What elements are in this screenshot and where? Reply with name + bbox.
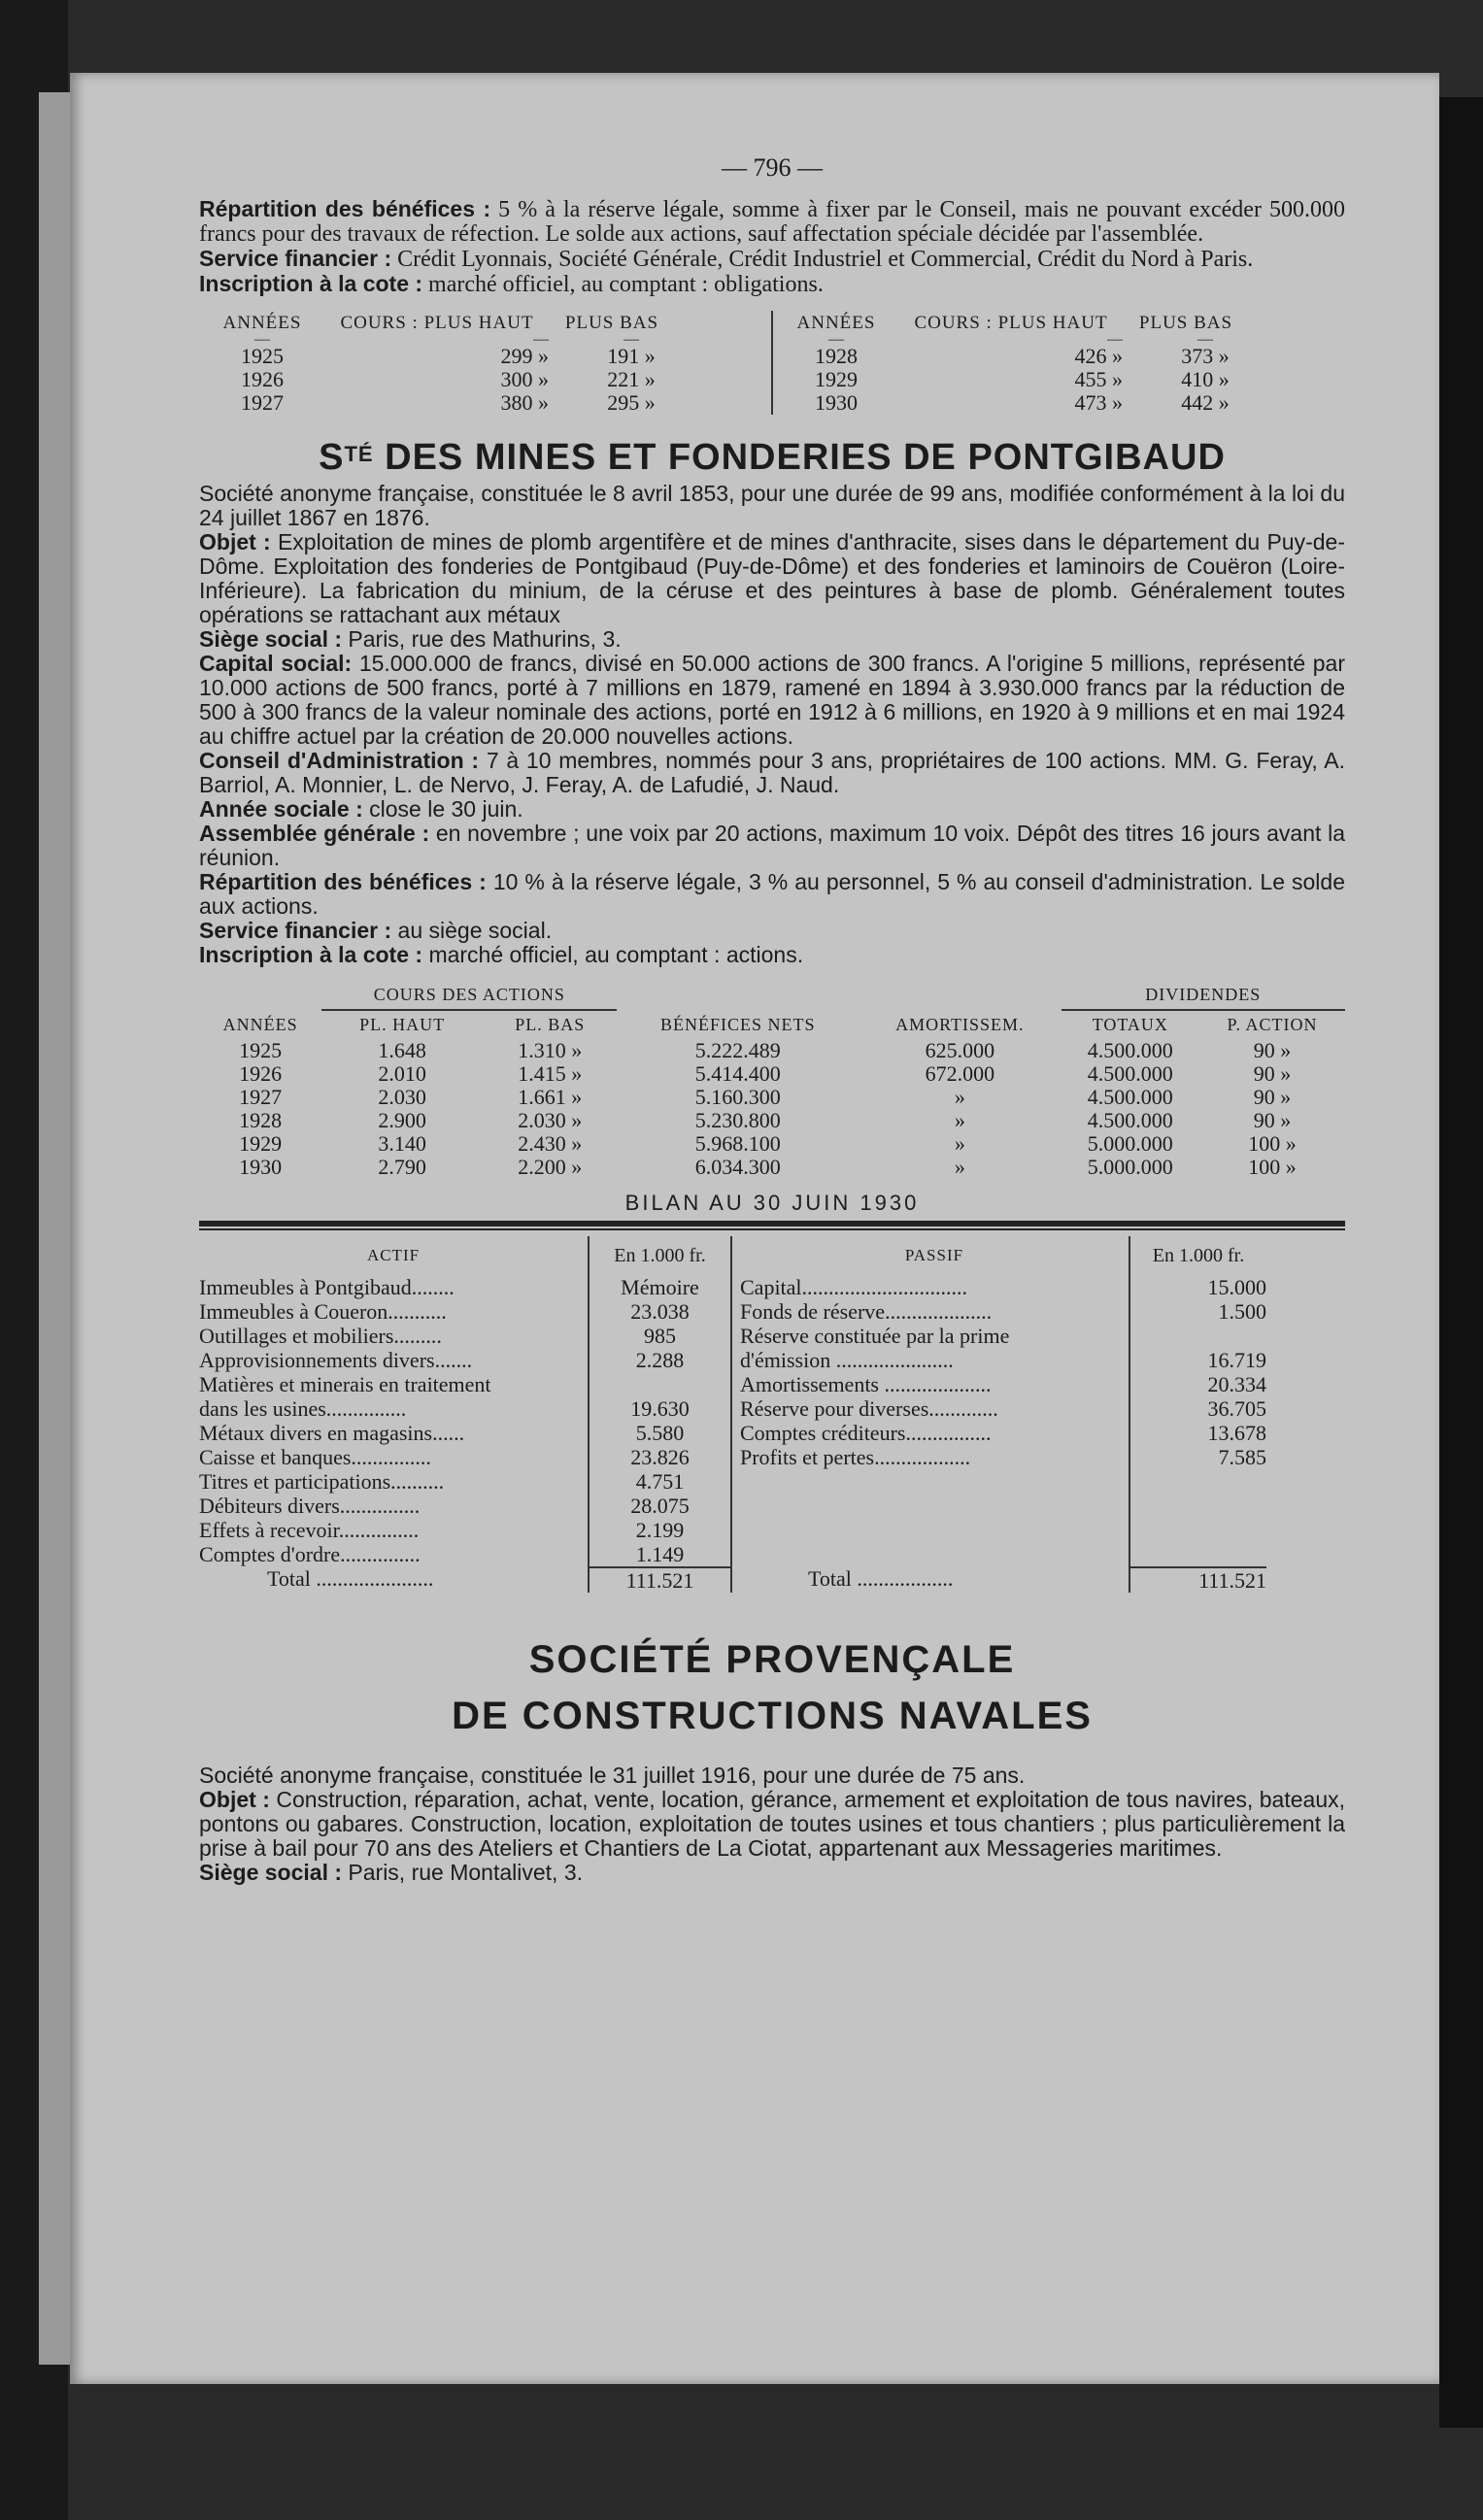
text-repartition: 5 % à la réserve légale, somme à fixer par le Conseil, mais ne pouvant excéder 500.000 francs pour des travaux de réfection. Le solde aux actions, sauf affectation spéciale décidée par l'assemblée. bbox=[199, 197, 1345, 247]
passif-labels bbox=[732, 1236, 1129, 1593]
actif-header: ACTIF bbox=[366, 1246, 421, 1264]
list-item: Titres et participations.......... bbox=[199, 1469, 445, 1494]
list-item: Capital............................... bbox=[740, 1275, 968, 1299]
bilan-rule bbox=[199, 1221, 1345, 1230]
label-inscription: Inscription à la cote : bbox=[199, 271, 423, 296]
list-item: Débiteurs divers............... bbox=[199, 1494, 421, 1518]
header-benefices: BÉNÉFICES NETS bbox=[660, 1015, 816, 1034]
table-row: 1925 299 » 191 » bbox=[241, 344, 656, 368]
header-cours-haut: COURS : PLUS HAUT bbox=[340, 313, 534, 333]
actif-values: En 1.000 fr. Mémoire 23.038 985 2.288 19.630 5.580 23.826 4.751 28.075 2.199 1.149 111.521 bbox=[588, 1236, 732, 1593]
table-row: 1928 426 » 373 » bbox=[815, 344, 1230, 368]
table-row: 1930 473 » 442 » bbox=[815, 390, 1230, 415]
list-item: Immeubles à Pontgibaud........ bbox=[199, 1275, 455, 1299]
paragraph-repartition bbox=[199, 197, 1345, 247]
header-pl-haut: PL. HAUT bbox=[359, 1015, 446, 1034]
header-annees: ANNÉES bbox=[222, 313, 302, 333]
total-actif-label: Total ...................... bbox=[267, 1566, 434, 1591]
header-p-action: P. ACTION bbox=[1227, 1015, 1318, 1034]
header-cours-haut: COURS : PLUS HAUT bbox=[914, 313, 1108, 333]
total-actif-value: 111.521 bbox=[590, 1566, 730, 1593]
list-item: Métaux divers en magasins...... bbox=[199, 1421, 465, 1445]
actif-labels bbox=[199, 1236, 588, 1593]
passif-unit: En 1.000 fr. bbox=[1152, 1245, 1245, 1266]
table-row: 1926 300 » 221 » bbox=[241, 367, 656, 391]
paragraph-repartition-2: Répartition des bénéfices : 10 % à la réserve légale, 3 % au personnel, 5 % au conseil d'administration. Le solde aux actions. bbox=[199, 869, 1345, 919]
header-pl-bas: PL. BAS bbox=[515, 1015, 586, 1034]
paragraph-capital: Capital social: 15.000.000 de francs, divisé en 50.000 actions de 300 francs. A l'origine 5 millions, représenté par 10.000 actions de 500 francs, porté à 7 millions en 1879, ramené en 1894 à 3.930.000 francs par la réduction de 500 à 300 francs de la valeur nominale des actions, porté en 1912 à 6 millions, en 1920 à 9 millions et en mai 1924 au chiffre actuel par la création de 20.000 nouvelles actions. bbox=[199, 651, 1346, 749]
text-service: Crédit Lyonnais, Société Générale, Crédit Industriel et Commercial, Crédit du Nord à Paris. bbox=[397, 247, 1254, 272]
section-title-pontgibaud: $S^{TÉ}$ DES MINES ET FONDERIES DE PONTGIBAUD bbox=[319, 437, 1226, 478]
table-row: 1929 455 » 410 » bbox=[815, 367, 1230, 391]
pontgibaud-body bbox=[199, 482, 1345, 967]
paragraph-inscription bbox=[199, 272, 1345, 297]
list-item: Caisse et banques............... bbox=[199, 1445, 431, 1469]
list-item: Matières et minerais en traitement bbox=[199, 1372, 491, 1396]
paragraph-constitution: Société anonyme française, constituée le 31 juillet 1916, pour une durée de 75 ans. bbox=[199, 1763, 1026, 1788]
list-item: Fonds de réserve.................... bbox=[740, 1299, 993, 1324]
paragraph-objet: Objet : Construction, réparation, achat, vente, location, gérance, armement et exploitation de tous navires, bateaux, pontons ou gabares. Construction, location, exploitation de toutes usines et tous chantiers ; plus particulièrement la prise à bail pour 70 ans des Ateliers et Chantiers de La Ciotat, appartenant aux Messageries maritimes. bbox=[199, 1787, 1345, 1861]
list-item: d'émission ...................... bbox=[740, 1348, 954, 1372]
paragraph-constitution: Société anonyme française, constituée le 8 avril 1853, pour une durée de 99 ans, modifiée conformément à la loi du 24 juillet 1867 en 1876. bbox=[199, 481, 1345, 530]
passif-values: En 1.000 fr. 15.000 1.500 16.719 20.334 36.705 13.678 7.585 111.521 bbox=[1129, 1236, 1270, 1593]
header-plus-bas: PLUS BAS bbox=[564, 313, 659, 333]
scan-border bbox=[1439, 97, 1483, 2428]
table-row: 1926 2.010 1.415 » 5.414.400 672.000 4.500.000 90 » bbox=[239, 1061, 1292, 1086]
bilan-table bbox=[199, 1236, 1345, 1593]
paragraph-siege: Siège social : Paris, rue Montalivet, 3. bbox=[199, 1860, 584, 1885]
table-row: 1927 2.030 1.661 » 5.160.300 » 4.500.000 90 » bbox=[239, 1085, 1292, 1109]
paragraph-service bbox=[199, 247, 1345, 272]
list-item: Effets à recevoir............... bbox=[199, 1518, 420, 1542]
table-row: 1928 2.900 2.030 » 5.230.800 » 4.500.000 90 » bbox=[239, 1108, 1292, 1132]
header-dividendes: DIVIDENDES bbox=[1062, 981, 1345, 1010]
list-item: Profits et pertes.................. bbox=[740, 1445, 971, 1469]
passif-header: PASSIF bbox=[904, 1246, 964, 1264]
page-content bbox=[199, 155, 1345, 1885]
paragraph-siege: Siège social : Paris, rue des Mathurins, 3. bbox=[199, 626, 622, 652]
list-item: Réserve constituée par la prime bbox=[740, 1324, 1010, 1348]
header-amortissem: AMORTISSEM. bbox=[895, 1015, 1025, 1034]
cote-table-right: ANNÉES COURS : PLUS HAUT PLUS BAS — — — 1928 426 » 373 » 1929 455 » 410 » 1930 473 » 442 » bbox=[773, 311, 1345, 415]
cote-table-left: ANNÉES COURS : PLUS HAUT PLUS BAS — — — 1925 299 » 191 » 1926 300 » 221 » 1927 380 » 295 » bbox=[199, 311, 773, 415]
label-repartition: Répartition des bénéfices : bbox=[199, 196, 491, 221]
label-service: Service financier : bbox=[199, 246, 392, 271]
table-row: 1930 2.790 2.200 » 6.034.300 » 5.000.000 100 » bbox=[239, 1155, 1297, 1179]
header-annees: ANNÉES bbox=[222, 1015, 298, 1034]
paragraph-service-2: Service financier : au siège social. bbox=[199, 918, 553, 943]
list-item: Approvisionnements divers....... bbox=[199, 1348, 473, 1372]
actif-unit: En 1.000 fr. bbox=[614, 1245, 706, 1266]
table-row: 1929 3.140 2.430 » 5.968.100 » 5.000.000 100 » bbox=[239, 1131, 1297, 1156]
header-totaux: TOTAUX bbox=[1092, 1015, 1168, 1034]
page-number: — 796 — bbox=[722, 153, 823, 182]
list-item: Immeubles à Coueron........... bbox=[199, 1299, 447, 1324]
table-row: 1925 1.648 1.310 » 5.222.489 625.000 4.500.000 90 » bbox=[239, 1038, 1292, 1062]
cote-table bbox=[199, 311, 1345, 415]
total-passif-value: 111.521 bbox=[1130, 1566, 1266, 1593]
paragraph-objet: Objet : Exploitation de mines de plomb argentifère et de mines d'anthracite, sises dans le département du Puy-de-Dôme. Exploitation des fonderies de Pontgibaud (Puy-de-Dôme) et des fonderies et laminoirs de Couëron (Loire-Inférieure). La fabrication du minium, de la céruse et des peintures à base de plomb. Généralement toutes opérations se rattachant aux métaux bbox=[199, 529, 1345, 627]
list-item: dans les usines............... bbox=[199, 1396, 407, 1421]
paragraph-conseil: Conseil d'Administration : 7 à 10 membres, nommés pour 3 ans, propriétaires de 100 actions. MM. G. Feray, A. Barriol, A. Monnier, L. de Nervo, J. Feray, A. de Lafudié, J. Naud. bbox=[199, 748, 1346, 797]
paragraph-annee: Année sociale : close le 30 juin. bbox=[199, 796, 523, 822]
paragraph-inscription-2: Inscription à la cote : marché officiel, au comptant : actions. bbox=[199, 942, 804, 967]
table-row: 1927 380 » 295 » bbox=[241, 390, 656, 415]
section-title-provencale: SOCIÉTÉ PROVENÇALE DE CONSTRUCTIONS NAVALES bbox=[452, 1638, 1093, 1737]
cours-dividendes-table bbox=[199, 981, 1345, 1179]
provencale-body bbox=[199, 1764, 1345, 1885]
list-item: Comptes créditeurs................ bbox=[740, 1421, 992, 1445]
paragraph-assemblee: Assemblée générale : en novembre ; une voix par 20 actions, maximum 10 voix. Dépôt des titres 16 jours avant la réunion. bbox=[199, 821, 1345, 870]
text-inscription: marché officiel, au comptant : obligations. bbox=[428, 272, 824, 297]
list-item: Réserve pour diverses............. bbox=[740, 1396, 998, 1421]
header-cours-actions: COURS DES ACTIONS bbox=[321, 981, 617, 1010]
list-item: Comptes d'ordre............... bbox=[199, 1542, 421, 1566]
bilan-title: BILAN AU 30 JUIN 1930 bbox=[624, 1191, 920, 1215]
header-plus-bas: PLUS BAS bbox=[1138, 313, 1233, 333]
total-passif-label: Total .................. bbox=[808, 1566, 954, 1591]
list-item: Outillages et mobiliers......... bbox=[199, 1324, 442, 1348]
header-annees: ANNÉES bbox=[796, 313, 876, 333]
list-item: Amortissements .................... bbox=[740, 1372, 992, 1396]
